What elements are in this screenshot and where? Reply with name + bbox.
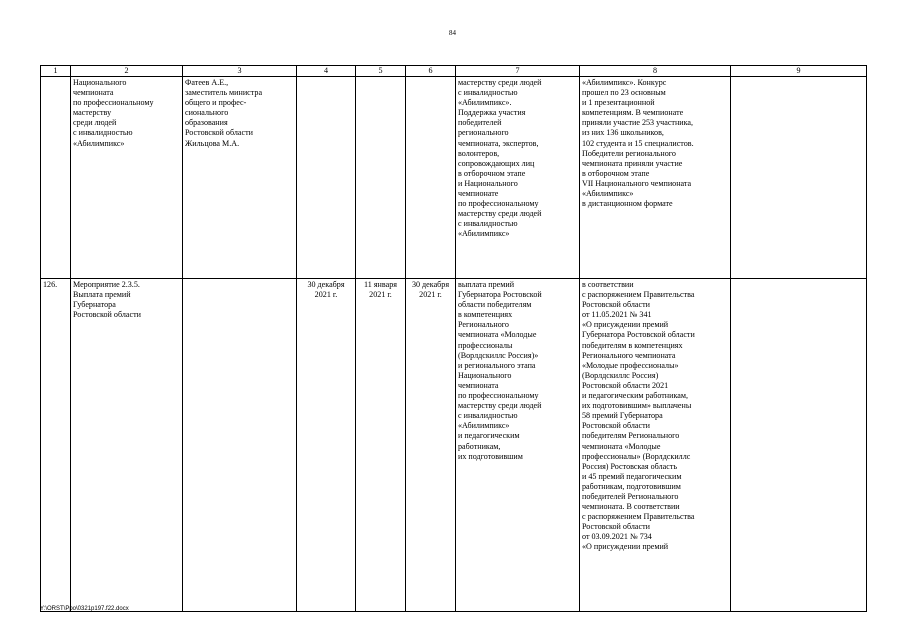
cell-text-line: работникам, подготовившим [582,481,681,491]
cell-text-line: в компетенциях [458,310,513,320]
cell-text-line: чемпионата. В соответствии [582,502,680,512]
column-number: 7 [456,66,580,77]
cell-text-line: и педагогическим работникам, [582,391,689,401]
cell-text-line: в отборочном этапе [458,168,526,178]
file-path-footer: Y:\ORST\Ppo\0321p197.f22.docx [40,606,129,612]
column-number: 4 [297,66,356,77]
cell-text-line: победителей [458,118,502,128]
actual-result-cell [580,279,731,612]
cell-text-line: с инвалидностью [458,219,518,229]
cell-text-line: чемпионате [458,189,499,199]
row-number-cell: 126. [41,279,71,612]
expected-result-cell [456,279,580,612]
cell-text-line: мастерству среди людей [458,78,542,87]
cell-text-line: с инвалидностью [458,411,518,421]
cell-text-line: «Молодые профессионалы» [582,360,679,370]
cell-text-line: (Ворлдскиллс Россия) [582,370,659,380]
cell-text-line: «О присуждении премий [582,542,669,552]
cell-text-line: «Абилимпикс». [458,98,512,108]
column-number: 9 [731,66,867,77]
cell-text-line: Выплата премий [73,290,131,300]
cell-text-line: среди людей [73,118,117,128]
cell-text-line: образования [185,118,228,128]
cell-text-line: Жильцова М.А. [185,138,240,148]
cell-text-line: общего и профес- [185,98,247,108]
column-number: 5 [356,66,406,77]
cell-text-line: «Абилимпикс» [458,421,510,431]
cell-text-line: прошел по 23 основным [582,88,666,98]
cell-text-line: Ростовской области [582,522,650,532]
cell-text-line: сионального [185,108,229,118]
cell-text-line: регионального [458,128,509,138]
cell-text-line: и 1 презентационной [582,98,655,108]
notes-cell [731,279,867,612]
cell-text-line: от 11.05.2021 № 341 [582,310,652,320]
cell-text-line: мастерству [73,108,112,118]
expected-result-cell [456,77,580,279]
cell-text-line: Регионального чемпионата [582,350,676,360]
cell-text-line: работникам, [458,441,501,451]
cell-text-line: и 45 премий педагогическим [582,471,682,481]
cell-text-line: чемпионата [458,380,499,390]
cell-text-line: с инвалидностью [73,128,133,138]
cell-text-line: чемпионата «Молодые [458,330,537,340]
cell-text-line: Ростовской области [582,300,650,310]
cell-text-line: и регионального этапа [458,360,536,370]
cell-text-line: 58 премий Губернатора [582,411,663,421]
cell-text-line: Ростовской области [582,421,650,431]
cell-text-line: чемпионата «Молодые [582,441,661,451]
cell-text-line: «Абилимпикс» [458,229,510,239]
cell-text-line: и Национального [458,178,518,188]
cell-text-line: «Абилимпикс» [73,138,125,148]
column-number-row [41,66,867,77]
cell-text-line: 102 студента и 15 специалистов. [582,138,694,148]
responsible-cell [183,77,297,279]
actual-result-cell [580,77,731,279]
cell-text-line: Губернатора Ростовской области [582,330,695,340]
cell-text-line: по профессиональному [73,98,154,108]
cell-text-line: приняли участие 253 участника, [582,118,694,128]
cell-text-line: «Абилимпикс». Конкурс [582,78,667,87]
cell-text-line: Ростовской области [73,310,141,320]
cell-text-line: чемпионата приняли участие [582,158,683,168]
row-number-cell [41,77,71,279]
cell-text-line: Национального [458,370,512,380]
cell-text-line: с распоряжением Правительства [582,290,695,300]
cell-text-line: их подготовившим» выплачены [582,401,692,411]
cell-text-line: победителей Регионального [582,491,679,501]
cell-text-line: 11 января [364,280,397,289]
cell-text-line: 2021 г. [314,290,338,300]
event-name-cell [71,77,183,279]
cell-text-line: из них 136 школьников, [582,128,664,138]
report-table [40,65,867,612]
actual-end-cell [406,279,456,612]
cell-text-line: 2021 г. [419,290,442,300]
cell-text-line: победителям в компетенциях [582,340,683,350]
cell-text-line: области победителям [458,300,532,310]
cell-text-line: Россия) Ростовская область [582,461,678,471]
cell-text-line: Фатеев А.Е., [185,78,229,87]
cell-text-line: VII Национального чемпионата [582,178,692,188]
cell-text-line: с инвалидностью [458,88,518,98]
table-row [41,279,867,612]
cell-text-line: их подготовившим [458,451,523,461]
cell-text-line: в дистанционном формате [582,199,673,209]
cell-text-line: сопровождающих лиц [458,158,535,168]
actual-start-cell [356,77,406,279]
notes-cell [731,77,867,279]
actual-end-cell [406,77,456,279]
cell-text-line: волонтеров, [458,148,500,158]
cell-text-line: заместитель министра [185,88,263,98]
cell-text-line: мастерству среди людей [458,209,542,219]
page-number: 84 [449,29,456,37]
column-number: 6 [406,66,456,77]
actual-start-cell [356,279,406,612]
table-row [41,77,867,279]
cell-text-line: профессионалы» (Ворлдскиллс [582,451,691,461]
cell-text-line: Губернатора [73,300,116,310]
planned-date-cell [297,279,356,612]
cell-text-line: Мероприятие 2.3.5. [73,280,140,289]
cell-text-line: выплата премий [458,280,515,289]
cell-text-line: победителям Регионального [582,431,680,441]
column-number: 3 [183,66,297,77]
column-number: 2 [71,66,183,77]
cell-text-line: по профессиональному [458,199,539,209]
cell-text-line: профессионалы [458,340,513,350]
cell-text-line: Поддержка участия [458,108,526,118]
cell-text-line: от 03.09.2021 № 734 [582,532,652,542]
cell-text-line: 2021 г. [369,290,392,300]
cell-text-line: Национального [73,78,127,87]
cell-text-line: в отборочном этапе [582,168,650,178]
cell-text-line: по профессиональному [458,391,539,401]
cell-text-line: «О присуждении премий [582,320,669,330]
responsible-cell [183,279,297,612]
cell-text-line: чемпионата, экспертов, [458,138,539,148]
cell-text-line: с распоряжением Правительства [582,512,695,522]
cell-text-line: компетенциям. В чемпионате [582,108,684,118]
cell-text-line: в соответствии [582,280,634,289]
cell-text-line: Ростовской области 2021 [582,380,669,390]
cell-text-line: «Абилимпикс» [582,189,634,199]
cell-text-line: Губернатора Ростовской [458,290,542,300]
cell-text-line: Регионального [458,320,509,330]
planned-date-cell [297,77,356,279]
column-number: 1 [41,66,71,77]
cell-text-line: (Ворлдскиллс Россия)» [458,350,539,360]
event-name-cell [71,279,183,612]
cell-text-line: и педагогическим [458,431,520,441]
cell-text-line: Ростовской области [185,128,253,138]
cell-text-line: чемпионата [73,88,114,98]
cell-text-line: мастерству среди людей [458,401,542,411]
cell-text-line: Победители регионального [582,148,676,158]
cell-text-line: 30 декабря [411,280,450,289]
cell-text-line: 30 декабря [307,280,345,289]
column-number: 8 [580,66,731,77]
